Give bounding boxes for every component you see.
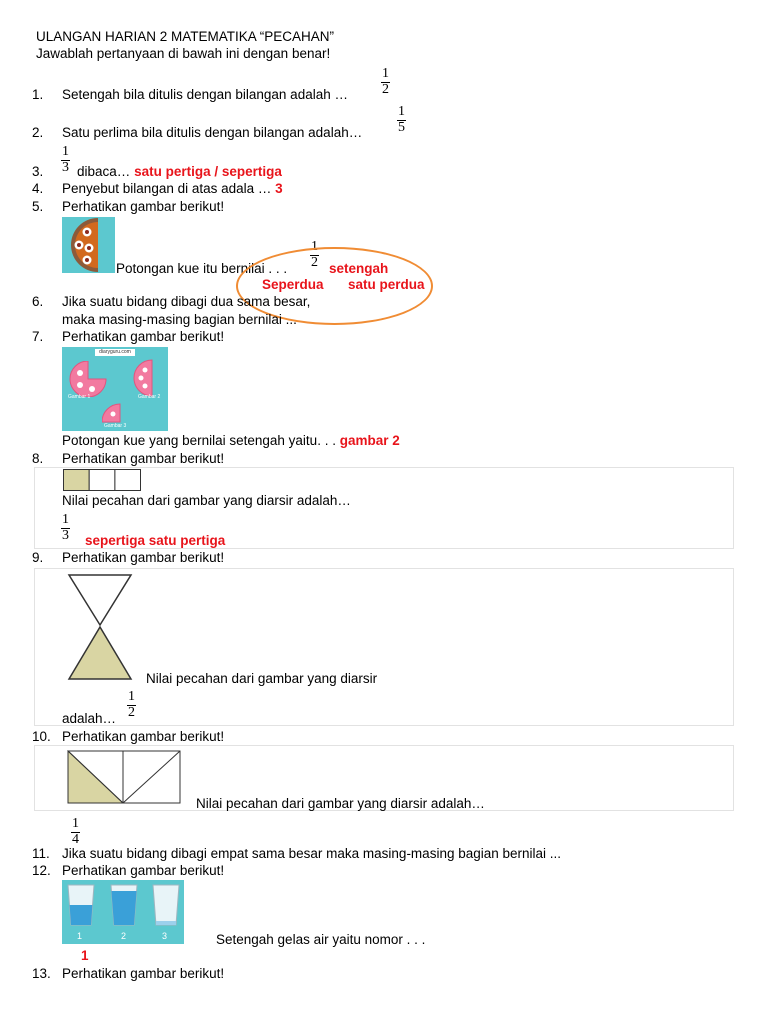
q6-line1: Jika suatu bidang dibagi dua sama besar, xyxy=(62,294,311,309)
q8-number: 8. xyxy=(32,451,44,466)
gambar-3-cake xyxy=(102,402,128,424)
q5-frac-numerator: 1 xyxy=(311,239,318,254)
q7-caption xyxy=(62,434,400,449)
q2-text: Satu perlima bila ditulis dengan bilangan adalah… xyxy=(62,125,363,140)
q2-frac-denominator: 5 xyxy=(398,120,405,135)
q4-text xyxy=(62,182,283,197)
q6-line2: maka masing-masing bagian bernilai ... xyxy=(62,312,297,327)
q5-answer: setengah xyxy=(329,261,389,276)
q2-number: 2. xyxy=(32,125,44,140)
glass-3-icon xyxy=(151,883,181,927)
q8-text: Perhatikan gambar berikut! xyxy=(62,451,225,466)
q10-fraction xyxy=(71,817,80,847)
q8-answer: sepertiga satu pertiga xyxy=(85,533,226,548)
q9-number: 9. xyxy=(32,550,44,565)
image-site-label: diaryguru.com xyxy=(95,349,135,356)
gambar-2-cake xyxy=(132,358,160,398)
q3-fraction xyxy=(61,145,70,175)
q5-caption: Potongan kue itu bernilai . . . xyxy=(116,261,288,276)
q7-text: Perhatikan gambar berikut! xyxy=(62,329,225,344)
q7-question: Potongan kue yang bernilai setengah yaitu. . . xyxy=(62,433,336,448)
q10-frac-denominator: 4 xyxy=(72,832,79,847)
glass-3-label: 3 xyxy=(162,931,168,941)
q5-text: Perhatikan gambar berikut! xyxy=(62,199,225,214)
cake-options-image xyxy=(62,347,168,431)
gambar-2-label: Gambar 2 xyxy=(138,394,161,400)
q9-fraction xyxy=(127,690,136,720)
q10-number: 10. xyxy=(32,729,51,744)
q1-frac-denominator: 2 xyxy=(382,82,389,97)
q12-text: Perhatikan gambar berikut! xyxy=(62,863,225,878)
q4-number: 4. xyxy=(32,181,44,196)
gambar-1-cake xyxy=(68,361,108,397)
q1-text: Setengah bila ditulis dengan bilangan adalah … xyxy=(62,87,348,102)
q12-caption: Setengah gelas air yaitu nomor . . . xyxy=(216,932,426,947)
q10-text: Perhatikan gambar berikut! xyxy=(62,729,225,744)
quarters-diagram xyxy=(67,750,181,804)
half-cake-image xyxy=(62,217,115,273)
q13-text: Perhatikan gambar berikut! xyxy=(62,966,225,981)
q13-number: 13. xyxy=(32,966,51,981)
q9-text: Perhatikan gambar berikut! xyxy=(62,550,225,565)
q9-frac-denominator: 2 xyxy=(128,705,135,720)
glass-1-label: 1 xyxy=(77,931,83,941)
q7-answer: gambar 2 xyxy=(339,433,400,448)
q10-frac-numerator: 1 xyxy=(72,816,79,831)
q3-frac-denominator: 3 xyxy=(62,160,69,175)
q12-answer: 1 xyxy=(81,948,89,963)
q4-answer: 3 xyxy=(275,181,283,196)
q9-caption-cont: adalah… xyxy=(62,711,117,726)
gambar-3-label: Gambar 3 xyxy=(104,423,127,429)
thirds-bar-diagram xyxy=(63,469,141,491)
worksheet-title: ULANGAN HARIAN 2 MATEMATIKA “PECAHAN” xyxy=(36,29,335,44)
q8-caption: Nilai pecahan dari gambar yang diarsir adalah… xyxy=(62,493,351,508)
q10-caption: Nilai pecahan dari gambar yang diarsir adalah… xyxy=(196,796,485,811)
q8-frac-numerator: 1 xyxy=(62,512,69,527)
gambar-1-label: Gambar 1 xyxy=(68,394,91,400)
q3-number: 3. xyxy=(32,164,44,179)
q11-text: Jika suatu bidang dibagi empat sama besar maka masing-masing bagian bernilai ... xyxy=(62,846,562,861)
q1-fraction xyxy=(381,67,390,97)
q2-fraction xyxy=(397,105,406,135)
q8-fraction xyxy=(61,513,70,543)
worksheet-instruction: Jawablah pertanyaan di bawah ini dengan benar! xyxy=(36,46,331,61)
q5-answer-alt2: satu perdua xyxy=(348,277,425,292)
q1-frac-numerator: 1 xyxy=(382,66,389,81)
q7-number: 7. xyxy=(32,329,44,344)
q3-question: dibaca… xyxy=(77,164,131,179)
q9-frame xyxy=(34,568,734,726)
q11-number: 11. xyxy=(32,846,50,861)
hourglass-triangles-diagram xyxy=(67,573,133,681)
q4-question: Penyebut bilangan di atas adala … xyxy=(62,181,272,196)
q8-frac-denominator: 3 xyxy=(62,528,69,543)
q9-frac-numerator: 1 xyxy=(128,689,135,704)
q5-number: 5. xyxy=(32,199,44,214)
q6-number: 6. xyxy=(32,294,44,309)
q3-text xyxy=(77,165,282,180)
q3-frac-numerator: 1 xyxy=(62,144,69,159)
glass-1-icon xyxy=(66,883,96,927)
water-glasses-image xyxy=(62,880,184,944)
q5-answer-alt: Seperdua xyxy=(262,277,324,292)
q1-number: 1. xyxy=(32,87,44,102)
q9-caption: Nilai pecahan dari gambar yang diarsir xyxy=(146,671,378,686)
q5-frac-denominator: 2 xyxy=(311,255,318,270)
glass-2-icon xyxy=(109,883,139,927)
q3-answer: satu pertiga / sepertiga xyxy=(134,164,282,179)
glass-2-label: 2 xyxy=(121,931,127,941)
q12-number: 12. xyxy=(32,863,51,878)
q2-frac-numerator: 1 xyxy=(398,104,405,119)
